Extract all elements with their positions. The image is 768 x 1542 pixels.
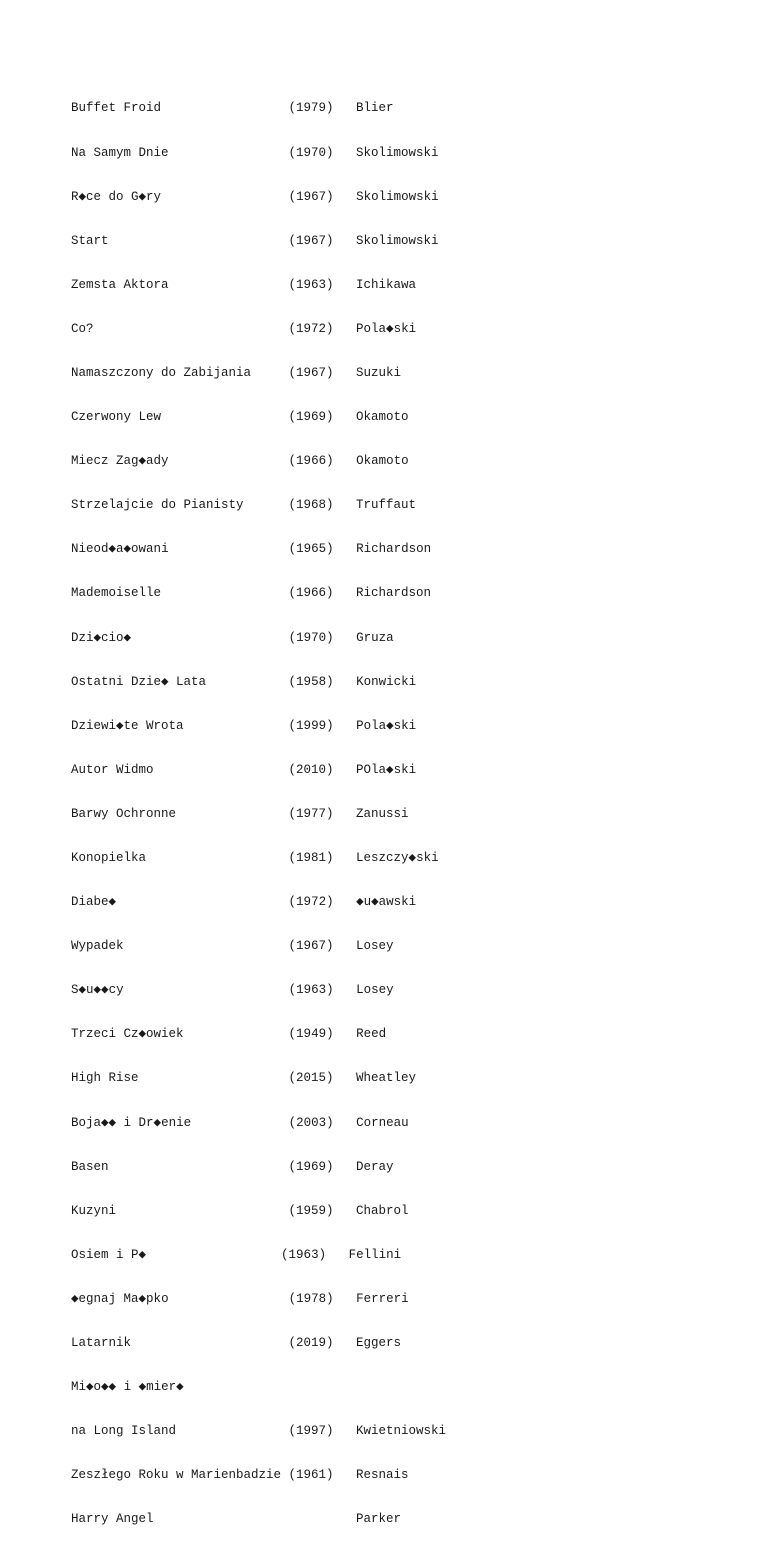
film-list bbox=[71, 72, 446, 1542]
film-line: Konopielka (1981) Leszczy◆ski bbox=[71, 851, 439, 865]
film-line: ◆egnaj Ma◆pko (1978) Ferreri bbox=[71, 1291, 409, 1306]
film-line: Strzelajcie do Pianisty (1968) Truffaut bbox=[71, 498, 417, 513]
film-line: Basen (1969) Deray bbox=[71, 1159, 394, 1174]
film-line: Trzeci Cz◆owiek (1949) Reed bbox=[71, 1027, 387, 1042]
film-line: Start (1967) Skolimowski bbox=[71, 233, 439, 248]
film-line: Harry Angel Parker bbox=[71, 1512, 402, 1527]
film-line: Na Samym Dnie (1970) Skolimowski bbox=[71, 145, 439, 160]
film-line: Osiem i P◆ (1963) Fellini bbox=[71, 1247, 402, 1262]
film-line: Czerwony Lew (1969) Okamoto bbox=[71, 410, 409, 425]
film-line: Dzi◆cio◆ (1970) Gruza bbox=[71, 630, 394, 645]
film-line: High Rise (2015) Wheatley bbox=[71, 1071, 417, 1086]
film-line: Zemsta Aktora (1963) Ichikawa bbox=[71, 277, 417, 292]
film-line: Ostatni Dzie◆ Lata (1958) Konwicki bbox=[71, 674, 417, 689]
film-line: Mi◆o◆◆ i ◆mier◆ bbox=[71, 1380, 184, 1395]
film-line: S◆u◆◆cy (1963) Losey bbox=[71, 983, 394, 998]
film-line: Nieod◆a◆owani (1965) Richardson bbox=[71, 542, 432, 557]
film-line: R◆ce do G◆ry (1967) Skolimowski bbox=[71, 189, 439, 204]
film-line: Dziewi◆te Wrota (1999) Pola◆ski bbox=[71, 718, 417, 733]
film-line: Co? (1972) Pola◆ski bbox=[71, 321, 417, 336]
film-line: Wypadek (1967) Losey bbox=[71, 939, 394, 954]
film-line: Latarnik (2019) Eggers bbox=[71, 1336, 402, 1351]
film-line: Buffet Froid (1979) Blier bbox=[71, 101, 394, 116]
film-line: na Long Island (1997) Kwietniowski bbox=[71, 1424, 447, 1439]
film-line: Miecz Zag◆ady (1966) Okamoto bbox=[71, 454, 409, 469]
film-line: Namaszczony do Zabijania (1967) Suzuki bbox=[71, 365, 402, 380]
film-line: Zeszłego Roku w Marienbadzie (1961) Resnais bbox=[71, 1468, 409, 1483]
film-line: Boja◆◆ i Dr◆enie (2003) Corneau bbox=[71, 1115, 409, 1130]
film-line: Barwy Ochronne (1977) Zanussi bbox=[71, 806, 409, 821]
film-line: Autor Widmo (2010) POla◆ski bbox=[71, 762, 417, 777]
film-line: Diabe◆ (1972) ◆u◆awski bbox=[71, 895, 417, 910]
film-line: Kuzyni (1959) Chabrol bbox=[71, 1203, 409, 1218]
film-line: Mademoiselle (1966) Richardson bbox=[71, 586, 432, 601]
